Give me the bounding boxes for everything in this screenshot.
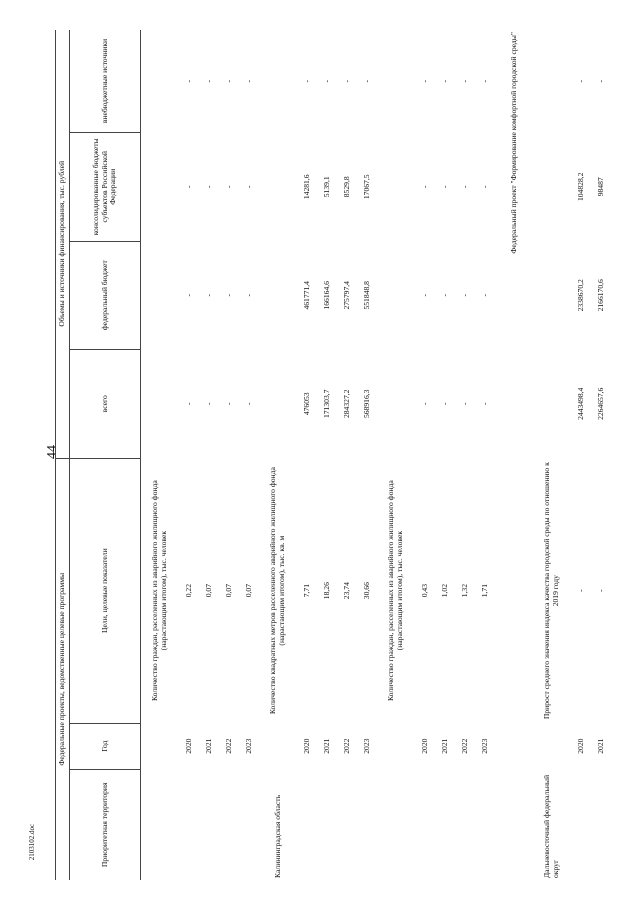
- col-federal: федеральный бюджет: [70, 241, 141, 350]
- cell-year: 2021: [439, 738, 449, 754]
- project-title: Федеральный проект "Формирование комфортной городской среды": [508, 32, 518, 254]
- page-number: 44: [45, 445, 60, 459]
- cell-extra: -: [595, 80, 605, 83]
- col-goals: Цели, целевые показатели: [70, 458, 141, 723]
- cell-goal: -: [575, 589, 585, 592]
- cell-year: 2022: [341, 738, 351, 754]
- cell-regional: -: [479, 185, 489, 189]
- cell-territory: Дальневосточный федеральный округ: [542, 774, 560, 878]
- cell-goal: 0,07: [203, 584, 213, 598]
- cell-total: -: [243, 402, 253, 406]
- cell-year: 2023: [243, 738, 253, 754]
- cell-extra: -: [341, 80, 351, 83]
- cell-extra: -: [321, 80, 331, 83]
- cell-year: 2023: [361, 738, 371, 754]
- cell-year: 2020: [301, 738, 311, 754]
- cell-goal: -: [595, 589, 605, 592]
- cell-federal: [141, 241, 180, 350]
- cell-territory: [357, 769, 377, 880]
- cell-total: 568916,3: [361, 389, 371, 419]
- cell-extra: -: [459, 80, 469, 83]
- cell-regional: -: [203, 185, 213, 189]
- cell-total: [533, 350, 571, 459]
- cell-extra: -: [183, 80, 193, 83]
- cell-territory: [475, 769, 495, 880]
- cell-total: -: [223, 402, 233, 406]
- col-year: Год: [70, 723, 141, 769]
- cell-federal: 2166170,6: [595, 279, 605, 312]
- header-finance-title: Объемы и источники финансирования, тыс. рублей: [56, 30, 70, 458]
- table-row: [495, 30, 533, 880]
- cell-extra: -: [301, 80, 311, 83]
- cell-total: [141, 350, 180, 459]
- cell-regional: [377, 133, 415, 242]
- cell-year: [533, 723, 571, 769]
- header-row-group: [56, 30, 70, 880]
- cell-regional: 17067,5: [361, 174, 371, 200]
- cell-year: [141, 723, 180, 769]
- cell-regional: [141, 133, 180, 242]
- cell-regional: 5139,1: [321, 176, 331, 198]
- table-row: [475, 30, 495, 880]
- table-row: [219, 30, 239, 880]
- document-id: 2103102.doc: [28, 823, 36, 861]
- cell-year: [495, 723, 533, 769]
- cell-total: -: [203, 402, 213, 406]
- cell-year: [259, 723, 297, 769]
- cell-year: 2021: [321, 738, 331, 754]
- cell-year: 2021: [203, 738, 213, 754]
- cell-territory: [179, 769, 199, 880]
- cell-federal: -: [203, 294, 213, 297]
- cell-federal: 166164,6: [321, 281, 331, 310]
- cell-extra: [141, 30, 180, 133]
- cell-total: -: [419, 402, 429, 406]
- cell-extra: [259, 30, 297, 133]
- table-row: [377, 30, 415, 880]
- cell-goal: 30,66: [361, 582, 371, 600]
- cell-regional: -: [439, 185, 449, 189]
- table-row: [337, 30, 357, 880]
- cell-federal: -: [439, 294, 449, 297]
- cell-regional: 8529,8: [341, 176, 351, 198]
- cell-goal: Количество граждан, расселенных из аварийного жилищного фонда (нарастающим итогом), тыс. человек: [150, 480, 168, 702]
- cell-federal: 2338670,2: [575, 279, 585, 312]
- cell-extra: -: [243, 80, 253, 83]
- table-row: [317, 30, 337, 880]
- table-row: [297, 30, 317, 880]
- cell-year: 2020: [419, 738, 429, 754]
- cell-goal: 7,71: [301, 584, 311, 598]
- cell-goal: 1,71: [479, 584, 489, 598]
- rotated-table-sheet: [55, 30, 640, 880]
- table-row: [259, 30, 297, 880]
- header-row-columns: [70, 30, 141, 880]
- cell-total: -: [183, 402, 193, 406]
- cell-territory: [199, 769, 219, 880]
- cell-goal: 0,43: [419, 584, 429, 598]
- cell-regional: 104828,2: [575, 172, 585, 202]
- cell-territory: [571, 769, 591, 880]
- cell-year: 2023: [479, 738, 489, 754]
- cell-extra: -: [479, 80, 489, 83]
- cell-total: -: [479, 402, 489, 406]
- table-row: [571, 30, 591, 880]
- table-row: [533, 30, 571, 880]
- cell-extra: [377, 30, 415, 133]
- cell-total: 2264657,6: [595, 387, 605, 420]
- cell-regional: -: [459, 185, 469, 189]
- cell-federal: [259, 241, 297, 350]
- cell-year: [377, 723, 415, 769]
- cell-total: 171303,7: [321, 389, 331, 419]
- cell-federal: [377, 241, 415, 350]
- cell-goal: 0,07: [243, 584, 253, 598]
- cell-regional: [533, 133, 571, 242]
- cell-total: 476053: [301, 392, 311, 416]
- cell-regional: -: [223, 185, 233, 189]
- cell-territory: [219, 769, 239, 880]
- cell-territory: [337, 769, 357, 880]
- col-extra: внебюджетные источники: [70, 30, 141, 133]
- cell-year: 2022: [223, 738, 233, 754]
- cell-year: 2020: [575, 738, 585, 754]
- col-territory: Приоритетная территория: [70, 769, 141, 880]
- cell-year: 2022: [459, 738, 469, 754]
- cell-extra: -: [575, 80, 585, 83]
- cell-extra: [533, 30, 571, 133]
- table-row: [141, 30, 180, 880]
- table-row: [415, 30, 435, 880]
- table-row: [199, 30, 219, 880]
- financing-table: [55, 30, 611, 880]
- cell-federal: -: [479, 294, 489, 297]
- cell-extra: -: [419, 80, 429, 83]
- table-row: [239, 30, 259, 880]
- cell-total: [259, 350, 297, 459]
- cell-regional: -: [243, 185, 253, 189]
- cell-federal: -: [243, 294, 253, 297]
- cell-territory: [591, 769, 611, 880]
- table-row: [357, 30, 377, 880]
- cell-federal: 551848,8: [361, 281, 371, 310]
- cell-total: -: [459, 402, 469, 406]
- table-body: [141, 30, 612, 880]
- cell-territory: [455, 769, 475, 880]
- cell-extra: -: [361, 80, 371, 83]
- col-total: всего: [70, 350, 141, 459]
- cell-extra: -: [223, 80, 233, 83]
- cell-goal: Количество квадратных метров расселенного аварийного жилищного фонда (нарастающим итогом), тыс. кв. м: [268, 467, 286, 715]
- table-row: [455, 30, 475, 880]
- cell-territory: [297, 769, 317, 880]
- cell-federal: 461771,4: [301, 281, 311, 310]
- cell-goal: 0,22: [183, 584, 193, 598]
- cell-total: 2443498,4: [575, 387, 585, 420]
- cell-total: 284327,2: [341, 389, 351, 419]
- cell-federal: 275797,4: [341, 281, 351, 310]
- cell-goal: 0,07: [223, 584, 233, 598]
- table-row: [435, 30, 455, 880]
- cell-regional: [259, 133, 297, 242]
- cell-territory: [435, 769, 455, 880]
- cell-extra: -: [203, 80, 213, 83]
- cell-extra: -: [439, 80, 449, 83]
- cell-goal: Количество граждан, расселенных из аварийного жилищного фонда (нарастающим итогом), тыс. человек: [386, 480, 404, 702]
- cell-goal: 18,26: [321, 582, 331, 600]
- cell-total: -: [439, 402, 449, 406]
- cell-goal: Прирост среднего значения индекса качества городской среды по отношению к 2019 году: [542, 462, 560, 720]
- cell-regional: -: [183, 185, 193, 189]
- cell-regional: 98487: [595, 177, 605, 197]
- cell-federal: [533, 241, 571, 350]
- cell-territory: [415, 769, 435, 880]
- cell-year: 2021: [595, 738, 605, 754]
- cell-goal: 23,74: [341, 582, 351, 600]
- cell-territory: Калининградская область: [272, 794, 282, 878]
- cell-territory: [377, 769, 415, 880]
- cell-total: [377, 350, 415, 459]
- cell-federal: -: [419, 294, 429, 297]
- cell-federal: -: [223, 294, 233, 297]
- cell-federal: -: [459, 294, 469, 297]
- cell-goal: 1,32: [459, 584, 469, 598]
- cell-regional: 14281,6: [301, 174, 311, 200]
- table-row: [179, 30, 199, 880]
- table-row: [591, 30, 611, 880]
- col-regional: консолидированные бюджеты субъектов Российской Федерации: [70, 133, 141, 242]
- cell-territory: [317, 769, 337, 880]
- cell-federal: -: [183, 294, 193, 297]
- cell-territory: [141, 769, 180, 880]
- cell-territory: [495, 769, 533, 880]
- cell-goal: 1,02: [439, 584, 449, 598]
- cell-year: 2020: [183, 738, 193, 754]
- cell-territory: [239, 769, 259, 880]
- header-group-title: Федеральные проекты, ведомственные целевые программы: [56, 458, 70, 880]
- cell-regional: -: [419, 185, 429, 189]
